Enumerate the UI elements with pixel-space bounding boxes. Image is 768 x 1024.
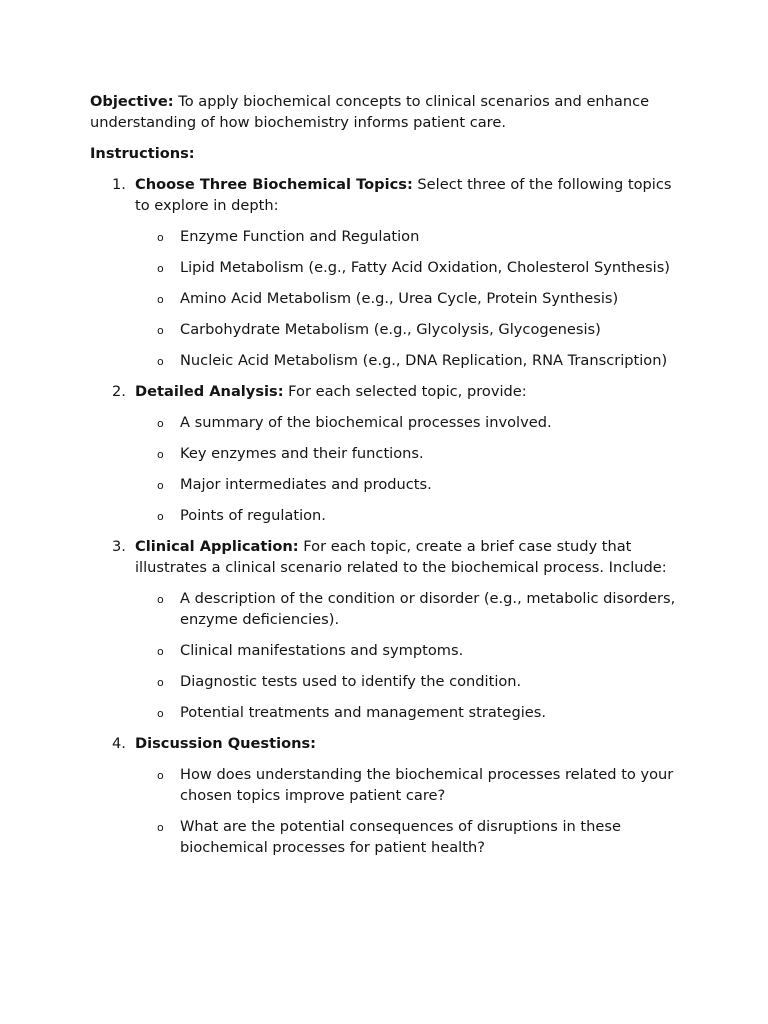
bullet-icon: o <box>157 417 164 430</box>
list-item <box>135 474 680 495</box>
objective-text: To apply biochemical concepts to clinical scenarios and enhance understanding of how biochemistry informs patient care. <box>90 93 650 131</box>
step-title: Clinical Application: <box>135 538 299 555</box>
sub-list <box>135 588 680 723</box>
list-item-text: Enzyme Function and Regulation <box>180 228 420 245</box>
list-item <box>135 816 680 858</box>
list-item-text: How does understanding the biochemical processes related to your chosen topics improve patient care? <box>180 766 674 804</box>
step-text: For each topic, create a brief case study that illustrates a clinical scenario related to the biochemical process. Include: <box>135 538 667 576</box>
document-body <box>90 91 680 868</box>
sub-list <box>135 226 680 371</box>
instruction-step <box>90 733 680 858</box>
step-title: Choose Three Biochemical Topics: <box>135 176 413 193</box>
step-text: For each selected topic, provide: <box>283 383 527 400</box>
bullet-icon: o <box>157 510 164 523</box>
list-item-text: Key enzymes and their functions. <box>180 445 424 462</box>
bullet-icon: o <box>157 324 164 337</box>
objective-label: Objective: <box>90 93 174 110</box>
bullet-icon: o <box>157 262 164 275</box>
bullet-icon: o <box>157 676 164 689</box>
bullet-icon: o <box>157 707 164 720</box>
list-item-text: Diagnostic tests used to identify the condition. <box>180 673 522 690</box>
list-item-text: A summary of the biochemical processes involved. <box>180 414 552 431</box>
list-item-text: Points of regulation. <box>180 507 326 524</box>
instruction-step <box>90 536 680 723</box>
list-item-text: Nucleic Acid Metabolism (e.g., DNA Replication, RNA Transcription) <box>180 352 668 369</box>
bullet-icon: o <box>157 593 164 606</box>
bullet-icon: o <box>157 231 164 244</box>
list-item-text: What are the potential consequences of disruptions in these biochemical processes for patient health? <box>180 818 621 856</box>
bullet-icon: o <box>157 821 164 834</box>
instruction-step <box>90 381 680 526</box>
bullet-icon: o <box>157 479 164 492</box>
list-item <box>135 505 680 526</box>
bullet-icon: o <box>157 645 164 658</box>
bullet-icon: o <box>157 448 164 461</box>
bullet-icon: o <box>157 355 164 368</box>
list-item-text: Amino Acid Metabolism (e.g., Urea Cycle, Protein Synthesis) <box>180 290 619 307</box>
list-item <box>135 350 680 371</box>
list-item <box>135 640 680 661</box>
list-item <box>135 588 680 630</box>
step-number: 2. <box>112 383 126 400</box>
step-number: 1. <box>112 176 126 193</box>
list-item-text: Clinical manifestations and symptoms. <box>180 642 464 659</box>
list-item <box>135 288 680 309</box>
list-item-text: Carbohydrate Metabolism (e.g., Glycolysis, Glycogenesis) <box>180 321 601 338</box>
list-item <box>135 319 680 340</box>
list-item <box>135 764 680 806</box>
list-item <box>135 412 680 433</box>
instructions-label: Instructions: <box>90 145 195 162</box>
bullet-icon: o <box>157 293 164 306</box>
list-item-text: Lipid Metabolism (e.g., Fatty Acid Oxidation, Cholesterol Synthesis) <box>180 259 670 276</box>
step-number: 3. <box>112 538 126 555</box>
list-item-text: Potential treatments and management strategies. <box>180 704 547 721</box>
list-item <box>135 443 680 464</box>
list-item-text: Major intermediates and products. <box>180 476 432 493</box>
sub-list <box>135 412 680 526</box>
instructions-heading <box>90 143 680 164</box>
step-title: Discussion Questions: <box>135 735 317 752</box>
list-item <box>135 257 680 278</box>
step-text: Select three of the following topics to explore in depth: <box>135 176 672 214</box>
sub-list <box>135 764 680 858</box>
instruction-step <box>90 174 680 371</box>
objective-paragraph <box>90 91 680 133</box>
list-item <box>135 226 680 247</box>
list-item-text: A description of the condition or disorder (e.g., metabolic disorders, enzyme deficiencies). <box>180 590 676 628</box>
list-item <box>135 671 680 692</box>
instructions-list <box>90 174 680 858</box>
step-number: 4. <box>112 735 126 752</box>
step-title: Detailed Analysis: <box>135 383 284 400</box>
bullet-icon: o <box>157 769 164 782</box>
list-item <box>135 702 680 723</box>
